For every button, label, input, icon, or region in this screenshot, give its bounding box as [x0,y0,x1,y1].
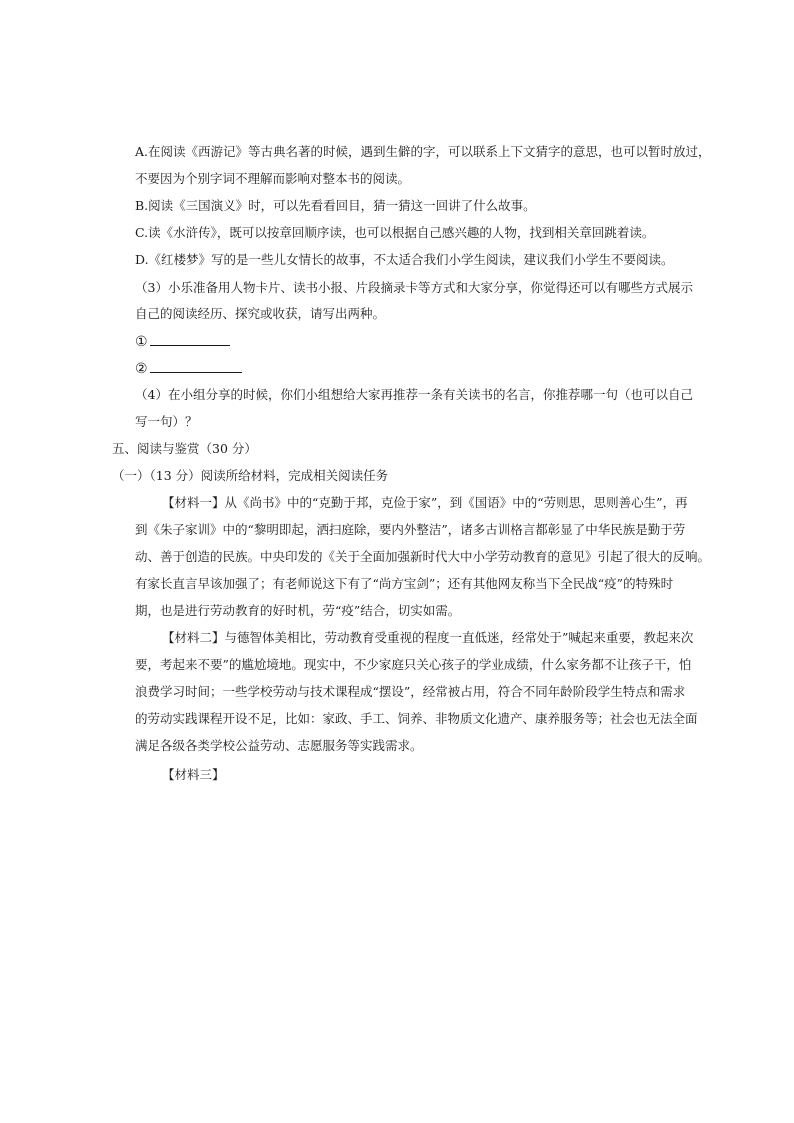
option-a-line-2: 不要因为个别字词不理解而影响对整本书的阅读。 [135,171,411,186]
material-1-line-3: 动、善于创造的民族。中央印发的《关于全面加强新时代大中小学劳动教育的意见》引起了很大的反响。 [135,549,711,564]
question-3-line-2: 自己的阅读经历、探究或收获，请写出两种。 [135,306,386,321]
question-4-line-2: 写一句）？ [135,414,198,429]
section-5-title: 五、阅读与鉴赏（30 分） [112,441,257,456]
material-2-line-1: 【材料二】与德智体美相比，劳动教育受重视的程度一直低迷，经常处于”喊起来重要，教起来次 [162,630,694,645]
material-2-line-2: 要，考起来不要”的尴尬境地。现实中，不少家庭只关心孩子的学业成绩，什么家务都不让孩子干，怕 [135,657,692,672]
option-b: B.阅读《三国演义》时，可以先看看回目，猜一猜这一回讲了什么故事。 [135,198,536,213]
material-2-line-5: 满足各级各类学校公益劳动、志愿服务等实践需求。 [135,738,423,753]
answer-1-blank[interactable] [150,333,230,346]
question-4-line-1: （4）在小组分享的时候，你们小组想给大家再推荐一条有关读书的名言，你推荐哪一句（也可以自己 [135,387,693,402]
answer-1-marker: ① [135,334,148,350]
material-2-line-3: 浪费学习时间；一些学校劳动与技术课程成“摆设”，经常被占用，符合不同年龄阶段学生特点和需求 [135,684,686,699]
answer-2-marker: ② [135,361,148,377]
option-a-line-1: A.在阅读《西游记》等古典名著的时候，遇到生僻的字，可以联系上下文猜字的意思，也可以暂时放过， [135,144,711,159]
answer-2-blank[interactable] [150,360,242,373]
answer-line-1 [135,333,230,350]
question-3-line-1: （3）小乐准备用人物卡片、读书小报、片段摘录卡等方式和大家分享，你觉得还可以有哪些方式展示 [135,280,693,295]
material-1-line-4: 有家长直言早该加强了；有老师说这下有了“尚方宝剑”；还有其他网友称当下全民战“疫”的特殊时 [135,576,674,591]
material-1-line-2: 到《朱子家训》中的“黎明即起，洒扫庭除，要内外整洁”，诸多古训格言都彰显了中华民族是勤于劳 [135,522,686,537]
answer-line-2 [135,360,242,377]
option-d: D.《红楼梦》写的是一些儿女情长的故事，不太适合我们小学生阅读，建议我们小学生不要阅读。 [135,252,674,267]
part-1-title: （一）（13 分）阅读所给材料，完成相关阅读任务 [112,468,389,483]
material-2-line-4: 的劳动实践课程开设不足，比如：家政、手工、饲养、非物质文化遗产、康养服务等；社会也无法全面 [135,711,698,726]
option-c: C.读《水浒传》，既可以按章回顺序读，也可以根据自己感兴趣的人物，找到相关章回跳着读。 [135,225,655,240]
material-3-title: 【材料三】 [162,767,225,782]
material-1-line-1: 【材料一】从《尚书》中的“克勤于邦，克俭于家”，到《国语》中的“劳则思，思则善心生”，再 [162,495,688,510]
material-1-line-5: 期，也是进行劳动教育的好时机，劳“疫”结合，切实如需。 [135,603,461,618]
